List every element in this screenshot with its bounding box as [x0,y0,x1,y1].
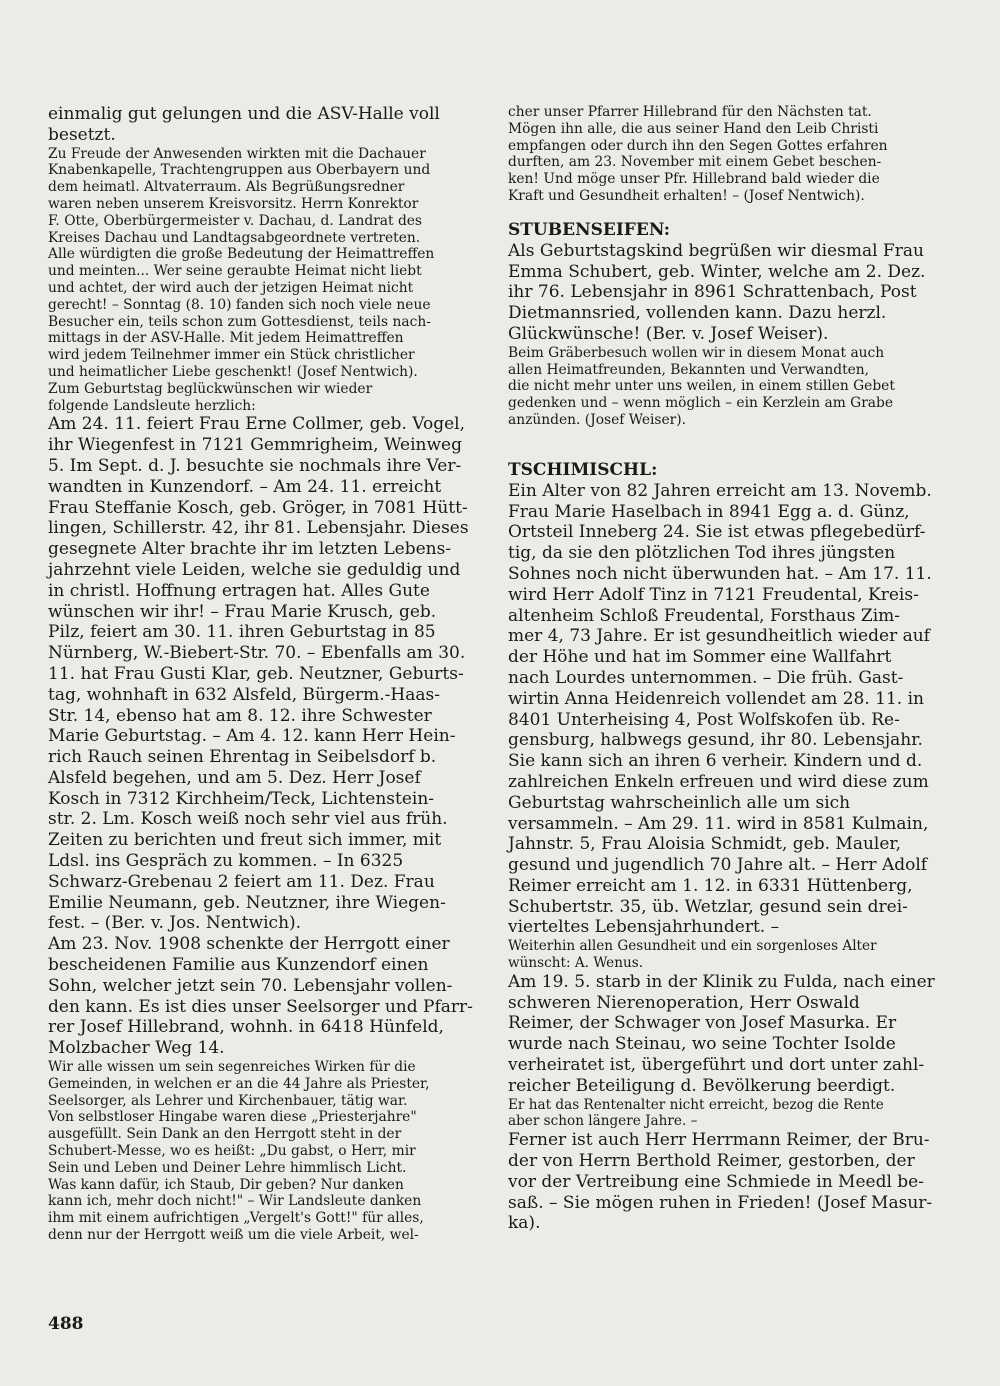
paragraph-graeberbesuch: Beim Gräberbesuch wollen wir in diesem Monat auch allen Heimatfreunden, Bekannten und Verwandten, die nicht mehr unter uns weilen, in einem stillen Gebet gedenken und – wenn möglich – ein Kerzlein am Grabe anzünden. (Josef Weiser). [508,344,895,428]
paragraph-heimattreffen-report: Zu Freude der Anwesenden wirkten mit die Dachauer Knabenkapelle, Trachtengruppen aus Oberbayern und dem heimatl. Altvaterraum. Als Begrüßungsredner waren neben unserem Kreisvorsitz. Herrn Konrektor F. Otte, Oberbürgermeister v. Dachau, d. Landrat des Kreises Dachau und Landtagsabgeordnete vertreten. Alle würdigten die große Bedeutung der Heimattreffen und meinten... Wer seine geraubte Heimat nicht liebt und achtet, der wird auch der jetzigen Heimat nicht gerecht! – Sonntag (8. 10) fanden sich noch viele neue Besucher ein, teils schon zum Gottesdienst, teils nach- mittags in der ASV-Halle. Mit jedem Heimattreffen wird jedem Teilnehmer immer ein Stück christlicher und heimatlicher Liebe geschenkt! (Josef Nentwich). Zum Geburtstag beglückwünschen wir wieder folgende Landsleute herzlich: [48,145,435,414]
paragraph-hillebrand-continued: cher unser Pfarrer Hillebrand für den Nächsten tat. Mögen ihn alle, die aus seiner Hand den Leib Christi empfangen oder durch ihn den Segen Gottes erfahren durften, am 23. November mit einem Gebet beschen- ken! Und möge unser Pfr. Hillebrand bald wieder die Kraft und Gesundheit erhalten! – (Josef Nentwich). [508,104,888,204]
page-number: 488 [48,1314,84,1334]
paragraph-tschimischl-birthdays: Ein Alter von 82 Jahren erreicht am 13. Novemb. Frau Marie Haselbach in 8941 Egg a. d. Günz, Ortsteil Inneberg 24. Sie ist etwas pflegebedürf- tig, da sie den plötzlichen Tod ihres jüngsten Sohnes noch nicht überwunden hat. – Am 17. 11. wird Herr Adolf Tinz in 7121 Freudental, Kreis- altenheim Schloß Freudental, Forsthaus Zim- mer 4, 73 Jahre. Er ist gesundheitlich wieder auf der Höhe und hat im Sommer eine Wallfahrt nach Lourdes unternommen. – Die früh. Gast- wirtin Anna Heidenreich vollendet am 28. 11. in 8401 Unterheising 4, Post Wolfskofen üb. Re- gensburg, halbwegs gesund, ihr 80. Lebensjahr. Sie kann sich an ihren 6 verheir. Kindern und d. zahlreichen Enkeln erfreuen und wird diese zum Geburtstag wahrscheinlich alle um sich versammeln. – Am 29. 11. wird in 8581 Kulmain, Jahnstr. 5, Frau Aloisia Schmidt, geb. Mauler, gesund und jugendlich 70 Jahre alt. – Herr Adolf Reimer erreicht am 1. 12. in 6331 Hüttenberg, Schubertstr. 35, üb. Wetzlar, gesund sein drei- vierteltes Lebensjahrhundert. – [508,480,932,938]
paragraph-wenus-wishes: Weiterhin allen Gesundheit und ein sorgenloses Alter wünscht: A. Wenus. [508,938,877,972]
paragraph-obituary-oswald-reimer: Am 19. 5. starb in der Klinik zu Fulda, nach einer schweren Nierenoperation, Herr Oswald Reimer, der Schwager von Josef Masurka. Er wurde nach Steinau, wo seine Tochter Isolde verheiratet ist, übergeführt und dort unter zahl- reicher Beteiligung d. Bevölkerung beerdigt. [508,971,935,1096]
left-column [48,104,488,1244]
section-heading-tschimischl: TSCHIMISCHL: [508,459,658,480]
paragraph-birthdays-kunzendorf: Am 24. 11. feiert Frau Erne Collmer, geb. Vogel, ihr Wiegenfest in 7121 Gemmrigheim, Weinweg 5. Im Sept. d. J. besuchte sie nochmals ihre Ver- wandten in Kunzendorf. – Am 24. 11. erreicht Frau Steffanie Kosch, geb. Gröger, in 7081 Hütt- lingen, Schillerstr. 42, ihr 81. Lebensjahr. Dieses gesegnete Alter brachte ihr im letzten Lebens- jahrzehnt viele Leiden, welche sie geduldig und in christl. Hoffnung ertragen hat. Alles Gute wünschen wir ihr! – Frau Marie Krusch, geb. Pilz, feiert am 30. 11. ihren Geburtstag in 85 Nürnberg, W.-Biebert-Str. 70. – Ebenfalls am 30. 11. hat Frau Gusti Klar, geb. Neutzner, Geburts- tag, wohnhaft in 632 Alsfeld, Bürgerm.-Haas- Str. 14, ebenso hat am 8. 12. ihre Schwester Marie Geburtstag. – Am 4. 12. kann Herr Hein- rich Rauch seinen Ehrentag in Seibelsdorf b. Alsfeld begehen, und am 5. Dez. Herr Josef Kosch in 7312 Kirchheim/Teck, Lichtenstein- str. 2. Lm. Kosch weiß noch sehr viel aus früh. Zeiten zu berichten und freut sich immer, mit Ldsl. ins Gespräch zu kommen. – In 6325 Schwarz-Grebenau 2 feiert am 11. Dez. Frau Emilie Neumann, geb. Neutzner, ihre Wiegen- fest. – (Ber. v. Jos. Nentwich). Am 23. Nov. 1908 schenkte der Herrgott einer bescheidenen Familie aus Kunzendorf einen Sohn, welcher jetzt sein 70. Lebensjahr vollen- den kann. Es ist dies unser Seelsorger und Pfarr- rer Josef Hillebrand, wohnh. in 6418 Hünfeld, Molzbacher Weg 14. [48,414,473,1059]
right-column [508,104,948,1234]
paragraph-asv-halle: einmalig gut gelungen und die ASV-Halle voll besetzt. [48,104,440,145]
paragraph-obituary-herrmann-reimer: Ferner ist auch Herr Herrmann Reimer, der Bru- der von Herrn Berthold Reimer, gestorben, der vor der Vertreibung eine Schmiede in Meedl be- saß. – Sie mögen ruhen in Frieden! (Josef Masur- ka). [508,1130,933,1234]
paragraph-rente-note: Er hat das Rentenalter nicht erreicht, bezog die Rente aber schon längere Jahre. – [508,1096,884,1130]
paragraph-stubenseifen-birthday: Als Geburtstagskind begrüßen wir diesmal Frau Emma Schubert, geb. Winter, welche am 2. Dez. ihr 76. Lebensjahr in 8961 Schrattenbach, Post Dietmannsried, vollenden kann. Dazu herzl. Glückwünsche! (Ber. v. Josef Weiser). [508,240,926,344]
paragraph-hillebrand-tribute: Wir alle wissen um sein segenreiches Wirken für die Gemeinden, in welchen er an die 44 Jahre als Priester, Seelsorger, als Lehrer und Kirchenbauer, tätig war. Von selbstloser Hingabe waren diese „Priesterjahre" ausgefüllt. Sein Dank an den Herrgott steht in der Schubert-Messe, wo es heißt: „Du gabst, o Herr, mir Sein und Leben und Deiner Lehre himmlisch Licht. Was kann dafür, ich Staub, Dir geben? Nur danken kann ich, mehr doch nicht!" – Wir Landsleute danken ihm mit einem aufrichtigen „Vergelt's Gott!" für alles, denn nur der Herrgott weiß um die viele Arbeit, wel- [48,1059,430,1244]
section-heading-stubenseifen: STUBENSEIFEN: [508,219,671,240]
